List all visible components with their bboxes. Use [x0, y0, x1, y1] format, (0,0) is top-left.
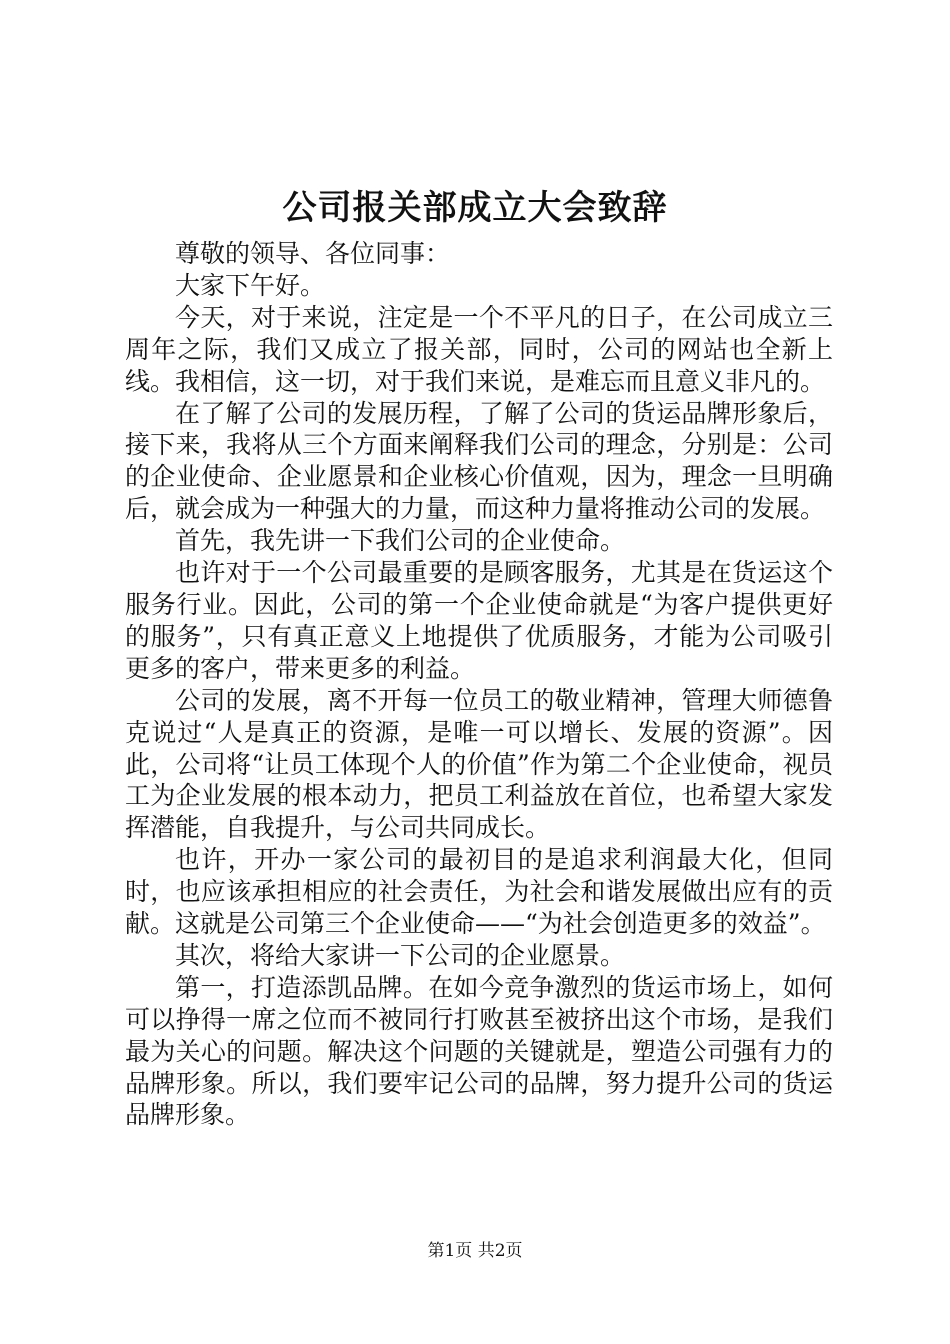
document-body — [125, 238, 833, 1131]
paragraph: 也许，开办一家公司的最初目的是追求利润最大化，但同时，也应该承担相应的社会责任，为社会和谐发展做出应有的贡献。这就是公司第三个企业使命——“为社会创造更多的效益”。 — [125, 845, 833, 939]
paragraph: 第一，打造添凯品牌。在如今竞争激烈的货运市场上，如何可以挣得一席之位而不被同行打败甚至被挤出这个市场，是我们最为关心的问题。解决这个问题的关键就是，塑造公司强有力的品牌形象。所以，我们要牢记公司的品牌，努力提升公司的货运品牌形象。 — [125, 972, 833, 1130]
paragraph-greeting: 大家下午好。 — [175, 270, 326, 300]
page-number-footer: 第1页 共2页 — [427, 1241, 523, 1261]
paragraph: 今天，对于来说，注定是一个不平凡的日子，在公司成立三周年之际，我们又成立了报关部，同时，公司的网站也全新上线。我相信，这一切，对于我们来说，是难忘而且意义非凡的。 — [125, 302, 833, 396]
paragraph: 公司的发展，离不开每一位员工的敬业精神，管理大师德鲁克说过“人是真正的资源，是唯一可以增长、发展的资源”。因此，公司将“让员工体现个人的价值”作为第二个企业使命，视员工为企业发展的根本动力，把员工利益放在首位，也希望大家发挥潜能，自我提升，与公司共同成长。 — [125, 685, 833, 843]
paragraph-salutation: 尊敬的领导、各位同事： — [175, 239, 451, 268]
document-title: 公司报关部成立大会致辞 — [282, 188, 668, 228]
paragraph: 首先，我先讲一下我们公司的企业使命。 — [175, 526, 626, 556]
paragraph: 其次，将给大家讲一下公司的企业愿景。 — [175, 940, 626, 970]
paragraph: 在了解了公司的发展历程，了解了公司的货运品牌形象后，接下来，我将从三个方面来阐释我们公司的理念，分别是：公司的企业使命、企业愿景和企业核心价值观，因为，理念一旦明确后，就会成为一种强大的力量，而这种力量将推动公司的发展。 — [125, 398, 833, 524]
paragraph: 也许对于一个公司最重要的是顾客服务，尤其是在货运这个服务行业。因此，公司的第一个企业使命就是“为客户提供更好的服务”，只有真正意义上地提供了优质服务，才能为公司吸引更多的客户，带来更多的利益。 — [125, 558, 833, 683]
